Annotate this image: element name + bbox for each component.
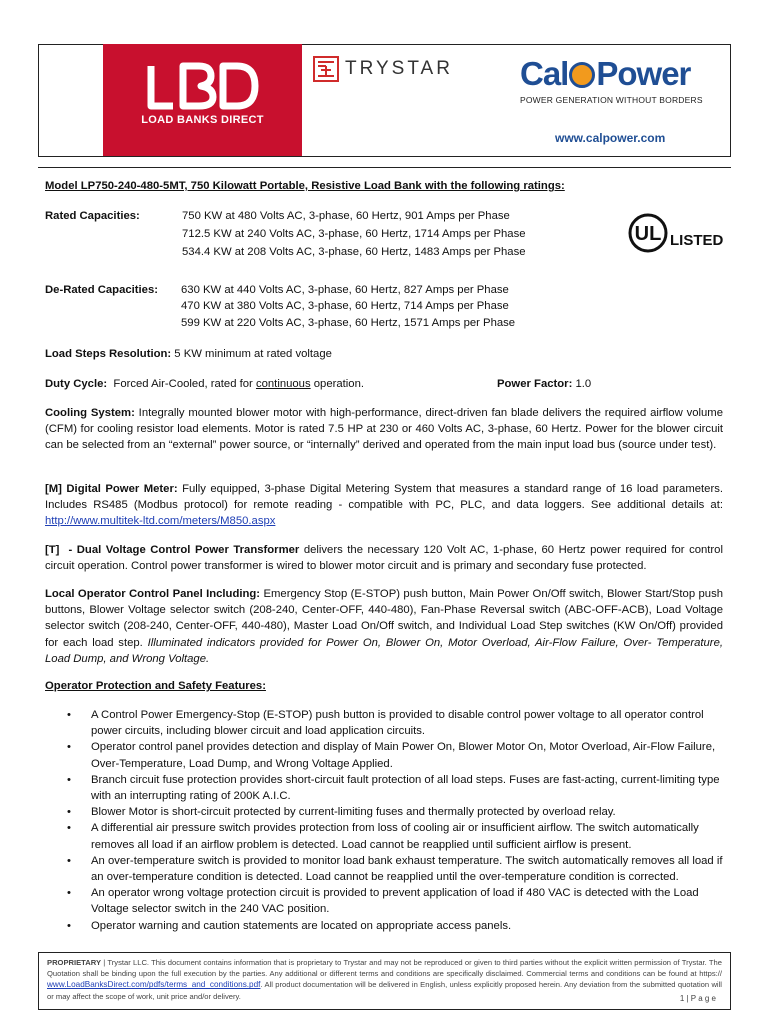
power-meter-paragraph: [45, 481, 723, 530]
trystar-mark-icon: [313, 56, 339, 82]
load-steps-value: 5 KW minimum at rated voltage: [171, 348, 332, 360]
footer-text-2: . All product documentation will be delivered in English, unless explicitly proposed herein. Any deviation from the submitted quotation will or may affect the scope of work, unit price and/or delivery.: [47, 980, 722, 1001]
transformer-paragraph: [45, 542, 723, 574]
list-item: [45, 739, 725, 771]
divider-top: [38, 167, 731, 168]
footer-disclaimer: [38, 952, 731, 1010]
rated-label: Rated Capacities:: [45, 210, 140, 222]
cooling-label: Cooling System:: [45, 407, 135, 419]
bullet-icon: •: [67, 887, 71, 900]
list-item: [45, 853, 725, 885]
calpower-globe-icon: [569, 62, 595, 88]
rated-line: 712.5 KW at 240 Volts AC, 3-phase, 60 Hertz, 1714 Amps per Phase: [182, 228, 526, 240]
trystar-logo: [313, 55, 453, 83]
derated-line: 470 KW at 380 Volts AC, 3-phase, 60 Hertz, 714 Amps per Phase: [181, 300, 509, 312]
lbd-brand-text: LOAD BANKS DIRECT: [141, 114, 264, 126]
calpower-brand: Cal Power: [520, 55, 691, 92]
list-item-text: Branch circuit fuse protection provides short-circuit fault protection of all load steps. Fuses are fast-acting, current-limiting type with an interrupting rating of 200K A.I.C.: [91, 773, 720, 803]
power-factor: [497, 376, 591, 392]
list-item: [45, 772, 725, 804]
panel-label: Local Operator Control Panel Including:: [45, 588, 261, 600]
list-item: [45, 885, 725, 917]
duty-pre: Forced Air-Cooled, rated for: [107, 378, 256, 390]
ul-listed-badge: [628, 209, 724, 259]
transformer-text: delivers the necessary 120 Volt AC, 1-phase, 60 Hertz power required for control circuit operation. Control power transformer is wired to blower motor circuit and is primary and secondary fuse protected.: [45, 544, 723, 573]
control-panel-paragraph: [45, 586, 723, 667]
cooling-system-paragraph: [45, 405, 723, 454]
list-item-text: Operator warning and caution statements are located on appropriate access panels.: [91, 919, 512, 932]
cooling-text: Integrally mounted blower motor with high-performance, direct-driven fan blade delivers the required airflow volume (CFM) for cooling resistor load elements. Motor is rated 7.5 HP at 230 or 460 Volts AC, 3-phase, 60 Hertz. Power for the blower circuit can be selected from an “external” power source, or “internally” derived and operated from the main input load bus (source under test).: [45, 407, 723, 452]
bullet-icon: •: [67, 919, 71, 932]
footer-text: | Trystar LLC. This document contains information that is proprietary to Trystar and may not be reproduced or given to third parties without the explicit written permission of Trystar. The Quotation shall be binding upon the full execution by the parties. Any additional or different terms and conditions are specifically disclaimed. Commercial terms and conditions can be found at https://: [47, 958, 722, 979]
bullet-icon: •: [67, 773, 71, 786]
meter-text: Fully equipped, 3-phase Digital Metering System that measures a standard range of 16 load parameters. Includes RS485 (Modbus protocol) for remote reading - compatible with PC, PLC, and data loggers. See additional details at:: [45, 483, 723, 512]
duty-cycle: [45, 376, 364, 392]
bullet-icon: •: [67, 854, 71, 867]
list-item-text: A differential air pressure switch provides protection from loss of cooling air or insufficient airflow. The switch automatically removes all load if an airflow problem is detected. Load cannot be reapplied until sufficient airflow is present.: [91, 822, 699, 851]
list-item: [45, 804, 725, 820]
duty-continuous: continuous: [255, 378, 311, 390]
calpower-tagline: POWER GENERATION WITHOUT BORDERS: [520, 95, 703, 105]
transformer-label: [T] - Dual Voltage Control Power Transformer: [45, 544, 300, 556]
calpower-url[interactable]: www.calpower.com: [555, 131, 666, 145]
bullet-icon: •: [67, 822, 71, 835]
derated-line: 630 KW at 440 Volts AC, 3-phase, 60 Hertz, 827 Amps per Phase: [181, 284, 509, 296]
footer-label: PROPRIETARY: [47, 958, 102, 967]
meter-label: [M] Digital Power Meter:: [45, 483, 178, 495]
derated-line: 599 KW at 220 Volts AC, 3-phase, 60 Hertz, 1571 Amps per Phase: [181, 317, 516, 329]
list-item-text: An operator wrong voltage protection circuit is provided to prevent application of load if 480 VAC is detected with the Load Voltage selector switch in the 240 VAC position.: [91, 887, 699, 916]
duty-label: Duty Cycle:: [45, 378, 108, 390]
list-item-text: An over-temperature switch is provided to monitor load bank exhaust temperature. The switch automatically removes all load if an over-temperature condition is detected. Load cannot be reapplied until the over-temperature condition is corrected.: [91, 854, 723, 884]
panel-indicators: Illuminated indicators provided for Power On, Blower On, Motor Overload, Air-Flow Failure, Over- Temperature, Load Dump, and Wrong Voltage.: [45, 636, 723, 665]
lbd-logo-icon: [143, 62, 263, 114]
panel-text: Emergency Stop (E-STOP) push button, Main Power On/Off switch, Blower Start/Stop push buttons, Blower Voltage selector switch (208-240, Center-OFF, 440-480), Fan-Phase Reversal switch (ABC-OFF-ACB), Load Voltage selector switch (208-240, Center-OFF, 440-480), Master Load On/Off switch, and Individual Load Step switches (KW On/Off) provided for each load step.: [45, 588, 724, 649]
safety-list: [45, 707, 725, 934]
footer-terms-link[interactable]: www.LoadBanksDirect.com/pdfs/terms_and_conditions.pdf: [47, 980, 261, 990]
rated-line: 534.4 KW at 208 Volts AC, 3-phase, 60 Hertz, 1483 Amps per Phase: [182, 246, 526, 258]
list-item-text: Operator control panel provides detection and display of Main Power On, Blower Motor On, Motor Overload, Air-Flow Failure, Over-Temperature, Load Dump, and Wrong Voltage Applied.: [91, 741, 716, 770]
safety-heading: Operator Protection and Safety Features:: [45, 680, 266, 692]
lbd-logo-block: [103, 44, 302, 156]
load-steps: [45, 346, 332, 362]
derated-label: De-Rated Capacities:: [45, 284, 159, 296]
bullet-icon: •: [67, 709, 71, 721]
list-item-text: A Control Power Emergency-Stop (E-STOP) push button is provided to disable control power voltage to all operator control power circuits, including blower circuit and load application circuits.: [91, 709, 704, 738]
list-item: [45, 707, 725, 739]
duty-post: operation.: [310, 378, 365, 390]
list-item: [45, 918, 725, 934]
ul-mark-text: UL: [634, 223, 662, 245]
list-item-text: Blower Motor is short-circuit protected by current-limiting fuses and thermally protected by overload relay.: [91, 806, 616, 819]
pf-label: Power Factor:: [497, 378, 573, 390]
calpower-logo: [520, 56, 703, 105]
bullet-icon: •: [67, 806, 71, 819]
pf-value: 1.0: [572, 378, 592, 390]
page-number: 1 | P a g e: [679, 993, 716, 1003]
list-item: [45, 820, 725, 852]
load-steps-label: Load Steps Resolution:: [45, 348, 172, 360]
bullet-icon: •: [67, 741, 71, 754]
meter-link[interactable]: http://www.multitek-ltd.com/meters/M850.aspx: [45, 515, 276, 528]
ul-listed-text: LISTED: [670, 232, 724, 249]
model-title: Model LP750-240-480-5MT, 750 Kilowatt Portable, Resistive Load Bank with the following ratings:: [45, 180, 565, 192]
rated-line: 750 KW at 480 Volts AC, 3-phase, 60 Hertz, 901 Amps per Phase: [182, 210, 510, 222]
trystar-brand: TRYSTAR: [345, 58, 453, 79]
